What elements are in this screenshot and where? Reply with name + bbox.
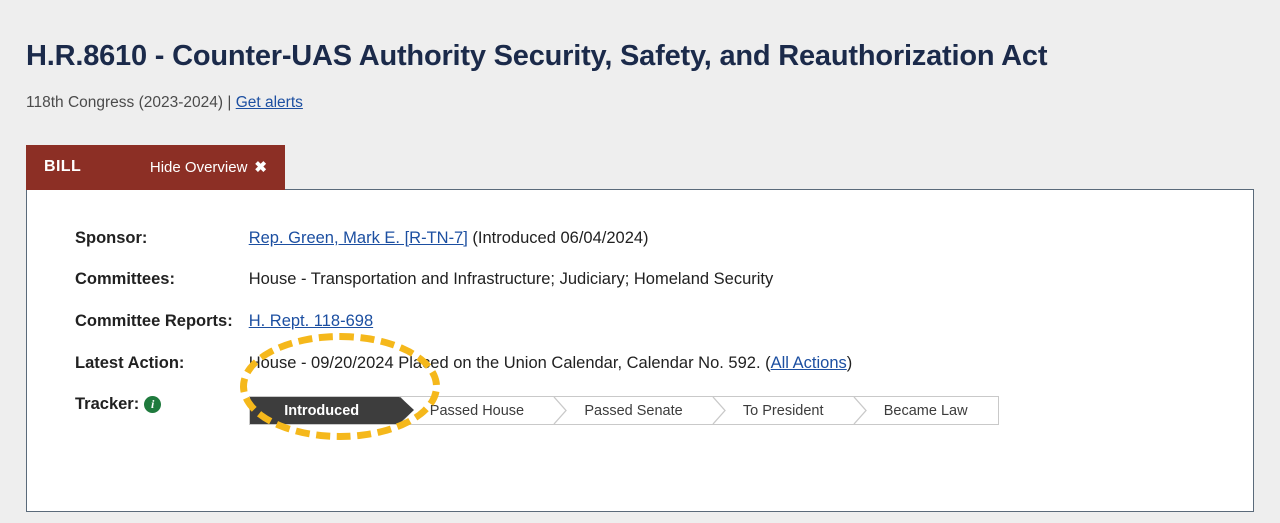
hide-overview-button[interactable]	[150, 159, 267, 176]
close-icon: ✖	[254, 158, 267, 176]
congress-line	[26, 94, 1254, 112]
sponsor-introduced-date: (Introduced 06/04/2024)	[472, 228, 649, 247]
tracker-step-label: Passed Senate	[584, 402, 683, 419]
latest-action-value	[249, 353, 999, 395]
committees-label: Committees:	[75, 270, 175, 289]
tracker-step-introduced[interactable]	[250, 397, 400, 424]
chevron-separator-icon	[853, 397, 867, 424]
committees-value: House - Transportation and Infrastructure; Judiciary; Homeland Security	[248, 270, 774, 289]
bill-metadata-table	[75, 228, 999, 447]
bill-overview	[26, 145, 1254, 512]
tracker-step-passed-senate[interactable]	[554, 397, 713, 424]
bill-tab-label: BILL	[44, 158, 82, 176]
table-row-tracker	[75, 394, 999, 446]
all-actions-link[interactable]: All Actions	[770, 353, 847, 372]
latest-action-text: House - 09/20/2024 Placed on the Union Calendar, Calendar No. 592.	[248, 353, 761, 372]
tracker-step-label: Introduced	[284, 402, 360, 419]
tracker-step-became-law[interactable]	[854, 397, 998, 424]
tracker-step-to-president[interactable]	[713, 397, 854, 424]
tracker-step-label: Passed House	[429, 402, 525, 419]
hide-overview-label: Hide Overview	[149, 158, 248, 176]
tracker-label-cell	[75, 394, 249, 446]
info-icon[interactable]: i	[144, 396, 161, 413]
paren-close: )	[846, 353, 853, 372]
tracker-step-label: Became Law	[883, 402, 968, 419]
chevron-separator-icon	[553, 397, 567, 424]
page-root	[0, 19, 1280, 523]
committee-report-link[interactable]: H. Rept. 118-698	[248, 311, 374, 330]
overview-panel	[26, 189, 1254, 512]
committee-reports-label: Committee Reports:	[75, 311, 233, 330]
committee-reports-value	[249, 311, 999, 353]
sponsor-label: Sponsor:	[75, 228, 148, 247]
table-row-committee-reports	[75, 311, 999, 353]
overview-tab-header	[26, 145, 285, 190]
tracker-cell	[249, 394, 999, 446]
table-row-sponsor	[75, 228, 999, 270]
tracker-label: Tracker:	[75, 395, 140, 414]
sponsor-link[interactable]: Rep. Green, Mark E. [R-TN-7]	[248, 228, 468, 247]
paren-open: (	[765, 353, 771, 372]
table-row-committees	[75, 269, 999, 311]
get-alerts-link[interactable]: Get alerts	[235, 93, 303, 111]
bill-progress-tracker	[249, 396, 999, 425]
tracker-step-passed-house[interactable]	[400, 397, 555, 424]
latest-action-label: Latest Action:	[75, 353, 185, 372]
tracker-step-label: To President	[742, 402, 824, 419]
congress-text: 118th Congress (2023-2024) |	[26, 93, 232, 111]
page-title: H.R.8610 - Counter-UAS Authority Security, Safety, and Reauthorization Act	[26, 40, 1048, 73]
sponsor-value	[249, 228, 999, 270]
table-row-latest-action	[75, 353, 999, 395]
chevron-separator-icon	[712, 397, 726, 424]
